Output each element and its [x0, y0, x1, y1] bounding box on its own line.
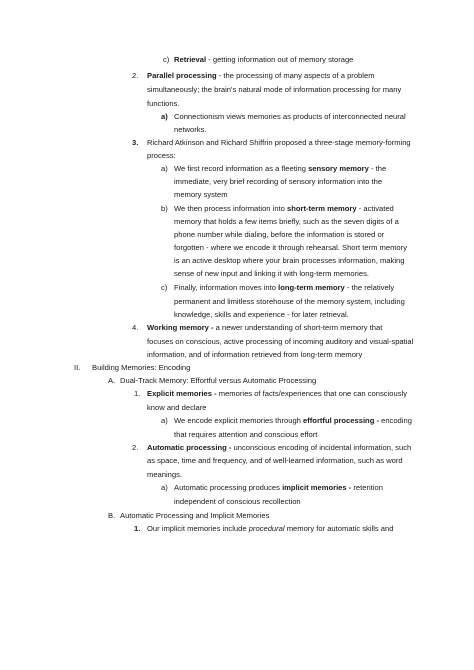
sensory-memory-line-1: We first record information as a fleeting sensory memory - the — [174, 164, 387, 173]
parallel-processing-line-1: Parallel processing - the processing of many aspects of a problem — [147, 71, 375, 80]
short-term-memory-line-6: sense of new input and linking it with long-term memories. — [174, 269, 369, 278]
term-working-memory: Working memory - — [147, 323, 214, 332]
term-effortful-processing: effortful processing - — [303, 416, 379, 425]
three-stage-line-1: Richard Atkinson and Richard Shiffrin proposed a three-stage memory-forming — [147, 138, 411, 147]
procedural-memory-line-1: Our implicit memories include procedural memory for automatic skills and — [147, 524, 394, 533]
term-automatic-processing: Automatic processing - — [147, 443, 232, 452]
short-term-memory-line-4: forgotten - where we encode it through rehearsal. Short term memory — [174, 243, 407, 252]
three-stage-line-2: process: — [147, 151, 176, 160]
section-marker: II. — [74, 363, 81, 372]
short-term-memory-line-1: We then process information into short-term memory - activated — [174, 204, 394, 213]
term-parallel-processing: Parallel processing — [147, 71, 217, 80]
working-memory-line-1: Working memory - a newer understanding of short-term memory that — [147, 323, 383, 332]
long-term-memory-line-1: Finally, information moves into long-term memory - the relatively — [174, 283, 395, 292]
item-marker: 4. — [132, 323, 139, 332]
term-retrieval: Retrieval — [174, 55, 207, 64]
effortful-processing-line-1: We encode explicit memories through effortful processing - encoding — [174, 416, 412, 425]
item-marker: 2. — [132, 443, 139, 452]
short-term-memory-line-2: memory that holds a few items briefly, such as the seven digits of a — [174, 217, 399, 226]
short-term-memory-line-3: phone number while dialing, before the information is stored or — [174, 230, 385, 239]
sensory-memory-line-2: immediate, very brief recording of sensory information into the — [174, 177, 383, 186]
term-short-term-memory: short-term memory — [286, 204, 357, 213]
long-term-memory-line-2: permanent and limitless storehouse of the memory system, including — [174, 297, 405, 306]
item-marker: a) — [161, 112, 168, 121]
item-marker: 1. — [134, 524, 141, 533]
implicit-memories-line-2: independent of conscious recollection — [174, 497, 301, 506]
automatic-processing-line-2: as space, time and frequency, and of well-learned information, such as word — [147, 456, 403, 465]
connectionism-line-1: Connectionism views memories as products of interconnected neural — [174, 112, 406, 121]
term-sensory-memory: sensory memory — [308, 164, 369, 173]
subsection-marker: A. — [108, 376, 116, 385]
item-marker: 1. — [134, 389, 141, 398]
item-marker: c) — [163, 55, 170, 64]
explicit-memories-line-2: know and declare — [147, 403, 207, 412]
term-long-term-memory: long-term memory — [278, 283, 345, 292]
subsection-heading-dual-track: Dual-Track Memory: Effortful versus Automatic Processing — [120, 376, 317, 385]
item-marker: 3. — [132, 138, 139, 147]
retrieval-line: Retrieval - getting information out of memory storage — [174, 55, 354, 64]
automatic-processing-line-1: Automatic processing - unconscious encoding of incidental information, such — [147, 443, 412, 452]
working-memory-line-3: information, and of information retrieved from long-term memory — [147, 350, 363, 359]
implicit-memories-line-1: Automatic processing produces implicit memories - retention — [174, 483, 383, 492]
long-term-memory-line-3: knowledge, skills and experience - for later retrieval. — [174, 310, 349, 319]
subsection-marker: B. — [108, 511, 116, 520]
connectionism-line-2: networks. — [174, 125, 207, 134]
section-heading-encoding: Building Memories: Encoding — [92, 363, 191, 372]
term-procedural: procedural — [248, 524, 285, 533]
item-marker: a) — [161, 164, 168, 173]
parallel-processing-line-2: simultaneously; the brain's natural mode of information processing for many — [147, 85, 402, 94]
sensory-memory-line-3: memory system — [174, 190, 228, 199]
item-marker: c) — [161, 283, 168, 292]
effortful-processing-line-2: that requires attention and conscious effort — [174, 430, 318, 439]
explicit-memories-line-1: Explicit memories - memories of facts/experiences that one can consciously — [147, 389, 407, 398]
automatic-processing-line-3: meanings. — [147, 470, 183, 479]
item-marker: 2. — [132, 71, 139, 80]
parallel-processing-line-3: functions. — [147, 99, 180, 108]
subsection-heading-implicit: Automatic Processing and Implicit Memories — [120, 511, 270, 520]
term-explicit-memories: Explicit memories - — [147, 389, 217, 398]
item-marker: b) — [161, 204, 168, 213]
term-implicit-memories: implicit memories - — [282, 483, 352, 492]
short-term-memory-line-5: is an active desktop where your brain processes information, making — [174, 256, 405, 265]
working-memory-line-2: focuses on conscious, active processing of incoming auditory and visual-spatial — [147, 337, 414, 346]
item-marker: a) — [161, 483, 168, 492]
item-marker: a) — [161, 416, 168, 425]
